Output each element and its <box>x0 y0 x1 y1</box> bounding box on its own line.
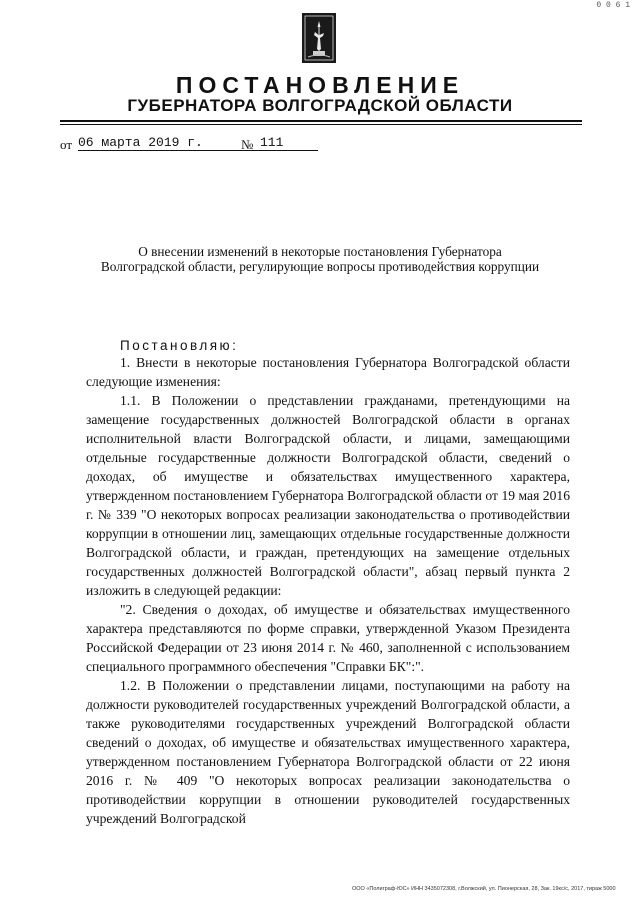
header-rule-thin <box>60 124 582 125</box>
printer-imprint: ООО «Полиграф-ЮС» ИНН 3435072308, г.Волжский, ул. Пионерская, 28, Зак. 19кс/с, 2017, тираж 5000 <box>352 886 616 892</box>
preamble: Постановляю: <box>120 338 239 353</box>
document-date: 06 марта 2019 г. <box>78 135 276 151</box>
paragraph-1-2: 1.2. В Положении о представлении лицами, поступающими на работу на должности руководителей государственных учреждений Волгоградской области, а также руководителями государственных учреждений Волгоградской области сведений о доходах, об имуществе и обязательствах имущественного характера, утвержденном постановлением Губернатора Волгоградской области от 22 июня 2016 г. № 409 "О некоторых вопросах реализации законодательства о противодействии коррупции в отношении руководителей государственных учреждений Волгоградской <box>86 678 570 826</box>
document-body <box>86 353 570 828</box>
document-subject: О внесении изменений в некоторые постановления Губернатора Волгоградской области, регулирующие вопросы противодействия коррупции <box>100 244 540 274</box>
document-title: ПОСТАНОВЛЕНИЕ <box>175 72 465 98</box>
paragraph-quote: "2. Сведения о доходах, об имуществе и обязательствах имущественного характера представляются по форме справки, утвержденной Указом Президента Российской Федерации от 23 июня 2014 г. № 460, заполненной с использованием специального программного обеспечения "Справки БК":". <box>86 602 570 674</box>
date-prefix: от <box>60 137 73 152</box>
volgograd-coat-of-arms-emblem <box>302 13 336 63</box>
document-number: 111 <box>260 135 318 151</box>
paragraph-1: 1. Внести в некоторые постановления Губернатора Волгоградской области следующие изменения: <box>86 355 570 389</box>
header-rule-thick <box>60 120 582 122</box>
document-issuer: ГУБЕРНАТОРА ВОЛГОГРАДСКОЙ ОБЛАСТИ <box>127 96 513 115</box>
number-label: № <box>241 137 254 152</box>
page-mark: 0 0 6 1 <box>596 1 630 10</box>
paragraph-1-1: 1.1. В Положении о представлении гражданами, претендующими на замещение государственных должностей Волгоградской области в органах исполнительной власти Волгоградской области, и лицами, замещающими отдельные государственные должности Волгоградской области, сведений о доходах, об имуществе и обязательствах имущественного характера, утвержденном постановлением Губернатора Волгоградской области от 19 мая 2016 г. № 339 "О некоторых вопросах реализации законодательства о противодействии коррупции в отношении лиц, замещающих отдельные государственные должности Волгоградской области, и граждан, претендующих на замещение отдельных государственных должностей Волгоградской области", абзац первый пункта 2 изложить в следующей редакции: <box>86 393 570 598</box>
